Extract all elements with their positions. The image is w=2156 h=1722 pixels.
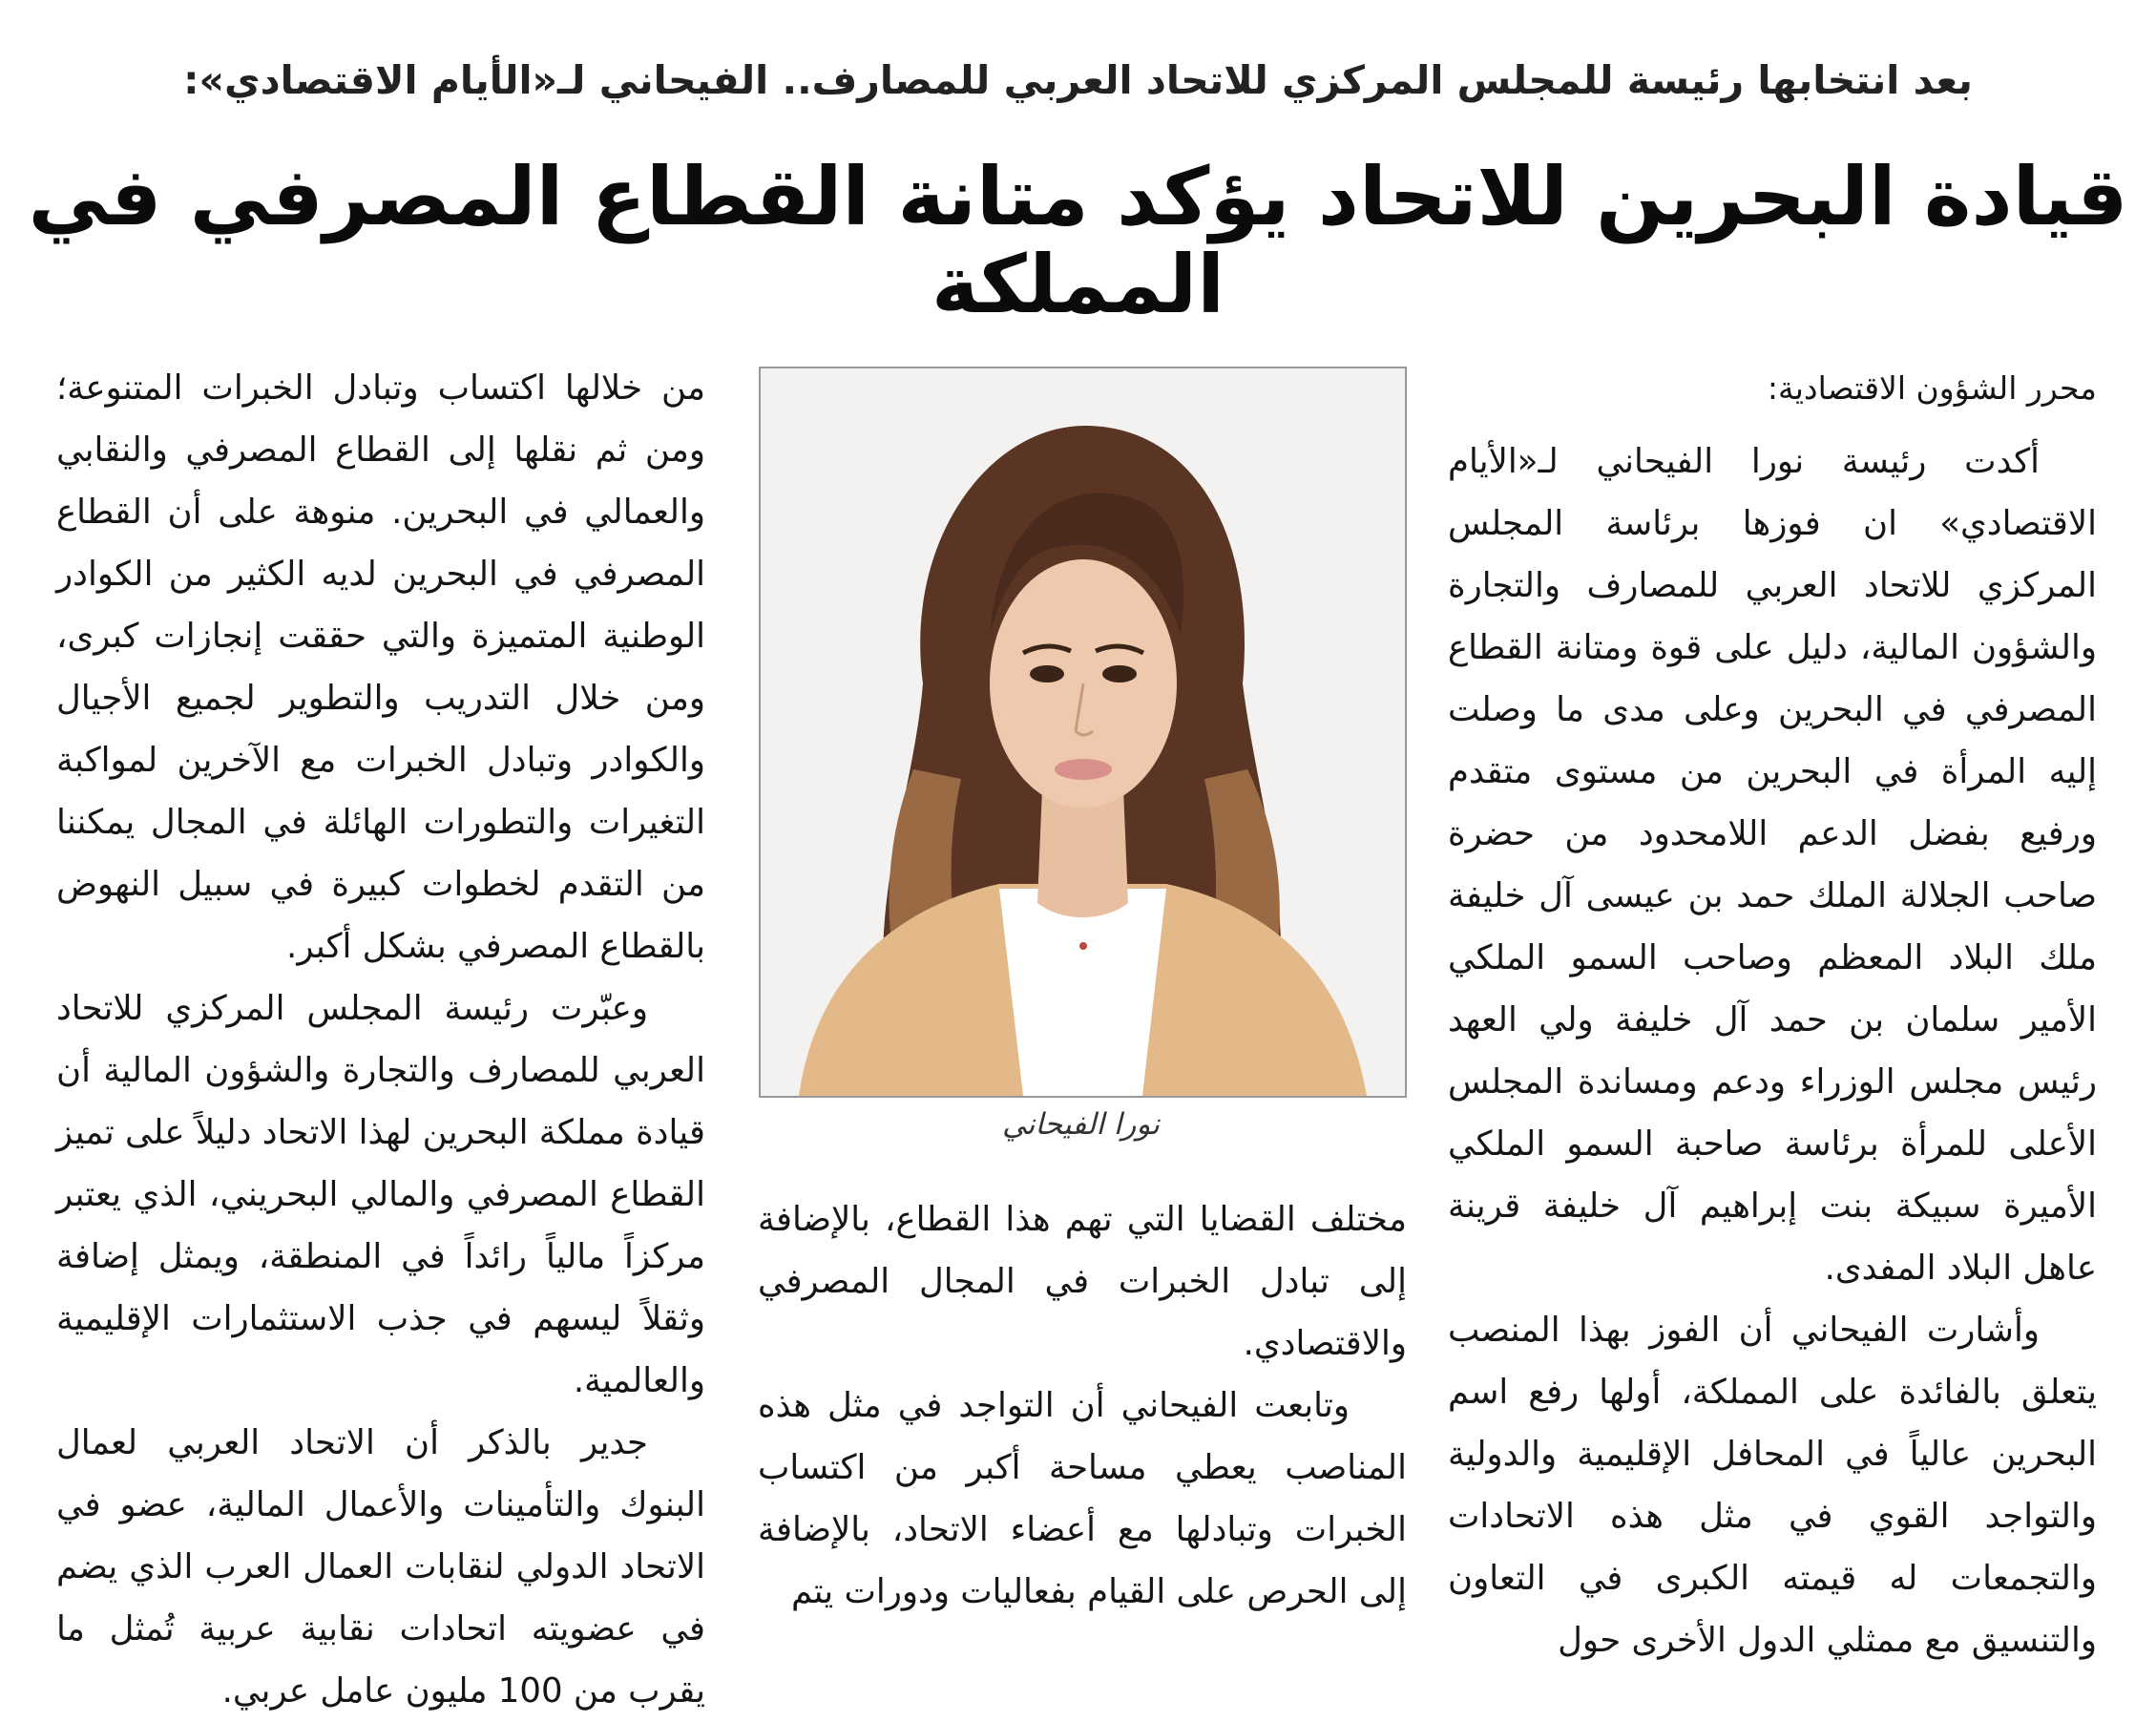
photo-caption: نورا الفيحاني [1001,1107,1161,1142]
article-kicker: بعد انتخابها رئيسة للمجلس المركزي للاتحاد العربي للمصارف.. الفيحاني لـ«الأيام الاقتصادي»: [183,57,1973,103]
article-column-right [1448,357,2097,1671]
article-column-middle [758,1188,1407,1623]
portrait-photo [759,367,1407,1098]
article-column-left [56,357,705,1722]
article-headline: قيادة البحرين للاتحاد يؤكد متانة القطاع المصرفي في المملكة [28,150,2128,332]
paragraph: وعبّرت رئيسة المجلس المركزي للاتحاد العربي للمصارف والتجارة والشؤون المالية أن قيادة مملكة البحرين لهذا الاتحاد دليلاً على تميز القطاع المصرفي والمالي البحريني، الذي يعتبر مركزاً مالياً رائداً في المنطقة، ويمثل إضافة وثقلاً ليسهم في جذب الاستثمارات الإقليمية والعالمية. [56,989,705,1400]
portrait-illustration [761,368,1405,1096]
paragraph: جدير بالذكر أن الاتحاد العربي لعمال البنوك والتأمينات والأعمال المالية، عضو في الاتحاد الدولي لنقابات العمال العرب الذي يضم في عضويته اتحادات نقابية عربية تُمثل ما يقرب من 100 مليون عامل عربي. [56,1423,705,1711]
paragraph: من خلالها اكتساب وتبادل الخبرات المتنوعة؛ ومن ثم نقلها إلى القطاع المصرفي والنقابي والعمالي في البحرين. منوهة على أن القطاع المصرفي في البحرين لديه الكثير من الكوادر الوطنية المتميزة والتي حققت إنجازات كبرى، ومن خلال التدريب والتطوير لجميع الأجيال والكوادر وتبادل الخبرات مع الآخرين لمواكبة التغيرات والتطورات الهائلة في المجال يمكننا من التقدم لخطوات كبيرة في سبيل النهوض بالقطاع المصرفي بشكل أكبر. [56,368,705,966]
paragraph: مختلف القضايا التي تهم هذا القطاع، بالإضافة إلى تبادل الخبرات في المجال المصرفي والاقتصادي. [758,1200,1407,1363]
byline: محرر الشؤون الاقتصادية: [1767,369,2097,407]
paragraph: أكدت رئيسة نورا الفيحاني لـ«الأيام الاقتصادي» ان فوزها برئاسة المجلس المركزي للاتحاد العربي للمصارف والتجارة والشؤون المالية، دليل على قوة ومتانة القطاع المصرفي في البحرين وعلى مدى ما وصلت إليه المرأة في البحرين من مستوى متقدم ورفيع بفضل الدعم اللامحدود من حضرة صاحب الجلالة الملك حمد بن عيسى آل خليفة ملك البلاد المعظم وصاحب السمو الملكي الأمير سلمان بن حمد آل خليفة ولي العهد رئيس مجلس الوزراء ودعم ومساندة المجلس الأعلى للمرأة برئاسة صاحبة السمو الملكي الأميرة سبيكة بنت إبراهيم آل خليفة قرينة عاهل البلاد المفدى. [1448,442,2097,1288]
paragraph: وتابعت الفيحاني أن التواجد في مثل هذه المناصب يعطي مساحة أكبر من اكتساب الخبرات وتبادلها مع أعضاء الاتحاد، بالإضافة إلى الحرص على القيام بفعاليات ودورات يتم [758,1386,1407,1611]
paragraph: وأشارت الفيحاني أن الفوز بهذا المنصب يتعلق بالفائدة على المملكة، أولها رفع اسم البحرين عالياً في المحافل الإقليمية والدولية والتواجد القوي في مثل هذه الاتحادات والتجمعات له قيمته الكبرى في التعاون والتنسيق مع ممثلي الدول الأخرى حول [1448,1311,2097,1660]
